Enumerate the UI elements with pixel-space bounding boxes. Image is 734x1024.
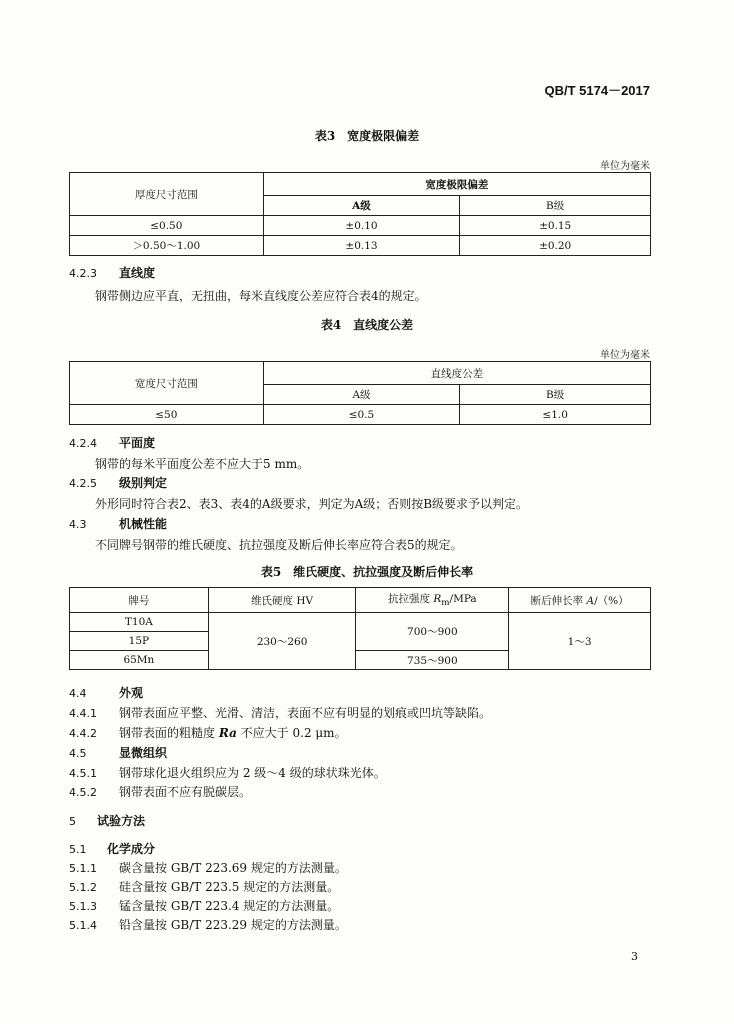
table4-header-a: A级 xyxy=(263,385,460,405)
table3-cell: ±0.13 xyxy=(263,236,460,256)
section-number: 5.1.2 xyxy=(69,881,97,894)
table5-hv-value: 230～260 xyxy=(208,613,356,670)
section-number: 4.5.2 xyxy=(69,786,97,799)
table3-unit: 单位为毫米 xyxy=(600,161,650,172)
table3-cell: ＞0.50～1.00 xyxy=(70,236,264,256)
section-title: 机械性能 xyxy=(119,517,168,531)
table5-rm-value-2: 735～900 xyxy=(356,651,509,670)
section-number: 4.4 xyxy=(69,687,87,700)
table5-header-rm: 抗拉强度 $R_m$/MPa xyxy=(356,588,509,613)
table5-header-elongation: 断后伸长率 A/（%） xyxy=(509,588,651,613)
section-4-2-5-heading xyxy=(69,474,167,491)
section-text: 硅含量按 GB/T 223.5 规定的方法测量。 xyxy=(119,880,340,894)
section-4-2-4-text: 钢带的每米平面度公差不应大于5 mm。 xyxy=(95,457,310,471)
section-text: 锰含量按 GB/T 223.4 规定的方法测量。 xyxy=(119,899,340,913)
section-number: 4.2.4 xyxy=(69,437,97,450)
table3-cell: ±0.20 xyxy=(460,236,651,256)
table5-grade: 65Mn xyxy=(70,651,209,670)
section-4-3-text: 不同牌号钢带的维氏硬度、抗拉强度及断后伸长率应符合表5的规定。 xyxy=(95,538,463,552)
section-number: 5.1.3 xyxy=(69,900,97,913)
section-number: 4.4.1 xyxy=(69,707,97,720)
section-4-5-heading xyxy=(69,744,167,761)
table4-cell: ≤1.0 xyxy=(460,405,651,425)
section-4-2-3-heading xyxy=(69,264,155,281)
section-4-4-heading xyxy=(69,684,143,701)
section-number: 4.4.2 xyxy=(69,727,97,740)
section-4-4-1 xyxy=(69,704,491,721)
section-4-2-4-heading xyxy=(69,434,155,451)
standard-number: QB/T 5174－2017 xyxy=(544,83,650,98)
table5-caption: 表5 维氏硬度、抗拉强度及断后伸长率 xyxy=(260,565,474,579)
section-title: 显微组织 xyxy=(119,746,168,760)
table-row xyxy=(70,613,651,632)
section-text: 铅含量按 GB/T 223.29 规定的方法测量。 xyxy=(119,918,347,932)
section-title: 试验方法 xyxy=(97,814,146,828)
table4-caption: 表4 直线度公差 xyxy=(320,318,414,332)
section-4-2-3-text: 钢带侧边应平直，无扭曲，每米直线度公差应符合表4的规定。 xyxy=(95,289,427,303)
section-number: 4.2.5 xyxy=(69,477,97,490)
table3-header-group: 宽度极限偏差 xyxy=(263,173,650,196)
section-4-5-2 xyxy=(69,783,251,800)
table4 xyxy=(69,361,651,425)
section-5-1-heading xyxy=(69,840,155,857)
section-5-1-4 xyxy=(69,916,347,933)
section-5-heading xyxy=(69,812,145,829)
section-4-5-1 xyxy=(69,764,386,781)
section-number: 4.5 xyxy=(69,747,87,760)
table3-caption: 表3 宽度极限偏差 xyxy=(314,129,420,143)
table5-header-hv: 维氏硬度 HV xyxy=(208,588,356,613)
section-title: 直线度 xyxy=(119,266,156,280)
table5 xyxy=(69,587,651,670)
section-number: 5.1 xyxy=(69,843,87,856)
table3 xyxy=(69,172,651,256)
table3-header-a: A级 xyxy=(263,196,460,216)
table4-header-b: B级 xyxy=(460,385,651,405)
section-text: 钢带表面应平整、光滑、清洁，表面不应有明显的划痕或凹坑等缺陷。 xyxy=(119,706,492,720)
section-title: 外观 xyxy=(119,686,144,700)
section-5-1-3 xyxy=(69,897,339,914)
table4-unit: 单位为毫米 xyxy=(600,350,650,361)
table3-header-range: 厚度尺寸范围 xyxy=(70,173,264,216)
table-row xyxy=(70,405,651,425)
section-number: 4.5.1 xyxy=(69,767,97,780)
section-number: 4.3 xyxy=(69,518,87,531)
table4-header-group: 直线度公差 xyxy=(263,362,650,385)
table5-grade: T10A xyxy=(70,613,209,632)
section-number: 5.1.4 xyxy=(69,919,97,932)
section-4-4-2: 4.4.2 钢带表面的粗糙度 Ra 不应大于 0.2 μm。 xyxy=(69,726,347,740)
section-text: 钢带表面不应有脱碳层。 xyxy=(119,785,252,799)
section-4-3-heading xyxy=(69,515,167,532)
section-number: 5.1.1 xyxy=(69,862,97,875)
table5-grade: 15P xyxy=(70,632,209,651)
section-5-1-1 xyxy=(69,859,347,876)
page-number: 3 xyxy=(631,950,638,963)
table4-cell: ≤50 xyxy=(70,405,264,425)
section-number: 4.2.3 xyxy=(69,267,97,280)
table3-cell: ±0.10 xyxy=(263,216,460,236)
table3-cell: ±0.15 xyxy=(460,216,651,236)
section-title: 平面度 xyxy=(119,436,156,450)
table5-header-grade: 牌号 xyxy=(70,588,209,613)
table5-rm-value-1: 700～900 xyxy=(356,613,509,651)
section-number: 5 xyxy=(69,815,76,828)
table-row xyxy=(70,236,651,256)
section-text: 钢带球化退火组织应为 2 级～4 级的球状珠光体。 xyxy=(119,766,386,780)
table-row xyxy=(70,216,651,236)
table4-header-range: 宽度尺寸范围 xyxy=(70,362,264,405)
section-text: 碳含量按 GB/T 223.69 规定的方法测量。 xyxy=(119,861,347,875)
section-title: 化学成分 xyxy=(107,842,156,856)
table5-elongation-value: 1～3 xyxy=(509,613,651,670)
table4-cell: ≤0.5 xyxy=(263,405,460,425)
section-4-2-5-text: 外形同时符合表2、表3、表4的A级要求，判定为A级；否则按B级要求予以判定。 xyxy=(95,497,529,511)
table3-cell: ≤0.50 xyxy=(70,216,264,236)
section-5-1-2 xyxy=(69,878,339,895)
section-title: 级别判定 xyxy=(119,476,168,490)
table3-header-b: B级 xyxy=(460,196,651,216)
